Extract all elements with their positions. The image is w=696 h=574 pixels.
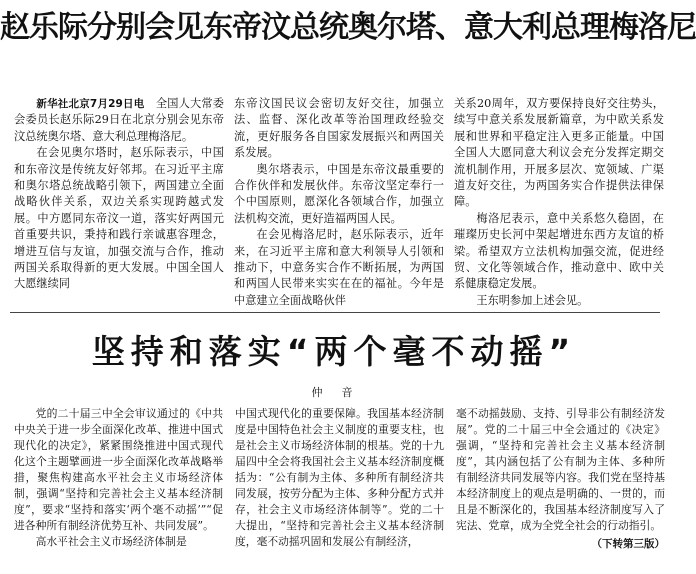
story1-paragraph: 王东明参加上述会见。 [476, 293, 589, 307]
story2-paragraph: 中国式现代化的重要保障。我国基本经济制度是中国特色社会主义制度的重要支柱，也是社会主义市场经济体制的根基。党的十九届四中全会将我国社会主义基本经济制度概括为：“公有制为主体、多种所有制经济共同发展，按劳分配为主体、多种分配方式并存，社会主义市场经济体制等”。党的二十大提出，“坚持和完善社会主义基本经济制度，毫不动摇巩固和发展公有制经济， [235, 407, 444, 548]
story2-body [14, 406, 666, 568]
story2-byline: 仲 音 [311, 386, 357, 399]
story2-paragraph: 党的二十届三中全会审议通过的《中共中央关于进一步全面深化改革、推进中国式现代化的决定》，紧紧围绕推进中国式现代化这个主题擘画进一步全面深化改革战略举措，聚焦构建高水平社会主义市场经济体制，强调“坚持和完善社会主义基本经济制度”，要求“坚持和落实‘两个毫不动摇’”“促进各种所有制经济优势互补、共同发展”。 [14, 407, 223, 532]
story1-body [14, 96, 666, 307]
story1-dateline: 新华社北京7月29日电 [36, 98, 145, 110]
section-divider [10, 312, 660, 313]
story2-column-3 [456, 406, 665, 568]
story1-paragraph: 全国人大常委会委员长赵乐际29日在北京分别会见东帝汶总统奥尔塔、意大利总理梅洛尼。 [14, 97, 224, 143]
story2-column-2 [235, 406, 444, 568]
story1-column-2 [234, 96, 444, 307]
story1-paragraph: 奥尔塔表示，中国是东帝汶最重要的合作伙伴和发展伙伴。东帝汶坚定奉行一个中国原则，愿深化各领域合作，加强立法机构交流，更好造福两国人民。 [234, 162, 444, 225]
story2-paragraph: 高水平社会主义市场经济体制是 [35, 535, 187, 548]
story1-paragraph: 梅洛尼表示，意中关系悠久稳固，在璀璨历史长河中架起增进东西方友谊的桥梁。希望双方立法机构加强交流，促进经贸、文化等领域合作，推动意中、欧中关系健康稳定发展。 [454, 211, 664, 291]
story2-paragraph: 毫不动摇鼓励、支持、引导非公有制经济发展”。党的二十届三中全会通过的《决定》强调，“坚持和完善社会主义基本经济制度”，其内涵包括了公有制为主体、多种所有制经济共同发展等内容。我们党在坚持基本经济制度上的观点是明确的、一贯的，而且是不断深化的，我国基本经济制度写入了宪法、党章，成为全党全社会的行动指引。 [456, 407, 665, 532]
continued-note: （下转第三版） [591, 538, 665, 550]
story1-paragraph: 东帝汶国民议会密切友好交往，加强立法、监督、深化改革等治国理政经验交流，更好服务各自国家发展振兴和两国关系发展。 [234, 97, 444, 160]
story2-column-1 [14, 406, 223, 568]
story1-column-3 [454, 96, 664, 307]
story2-headline: 坚持和落实“两个毫不动摇” [91, 332, 577, 371]
story1-paragraph: 关系20周年，双方要保持良好交往势头，续写中意关系发展新篇章，为中欧关系发展和世界和平稳定注入更多正能量。中国全国人大愿同意大利议会充分发挥定期交流机制作用，开展多层次、宽领域、广渠道友好交往，为两国务实合作提供法律保障。 [454, 97, 664, 209]
story1-paragraph: 在会见奥尔塔时，赵乐际表示，中国和东帝汶是传统友好邻邦。在习近平主席和奥尔塔总统战略引领下，两国建立全面战略伙伴关系，双边关系实现跨越式发展。中方愿同东帝汶一道，落实好两国元首重要共识，秉持和践行亲诚惠容理念，增进互信与友谊，加强交流与合作，推动两国关系取得新的更大发展。中国全国人大愿继续同 [14, 146, 224, 291]
story1-column-1 [14, 96, 224, 300]
story1-paragraph: 在会见梅洛尼时，赵乐际表示，近年来，在习近平主席和意大利领导人引领和推动下，中意务实合作不断拓展，为两国和两国人民带来实实在在的福祉。今年是中意建立全面战略伙伴 [234, 228, 444, 307]
story1-headline: 赵乐际分别会见东帝汶总统奥尔塔、意大利总理梅洛尼 [0, 10, 696, 45]
